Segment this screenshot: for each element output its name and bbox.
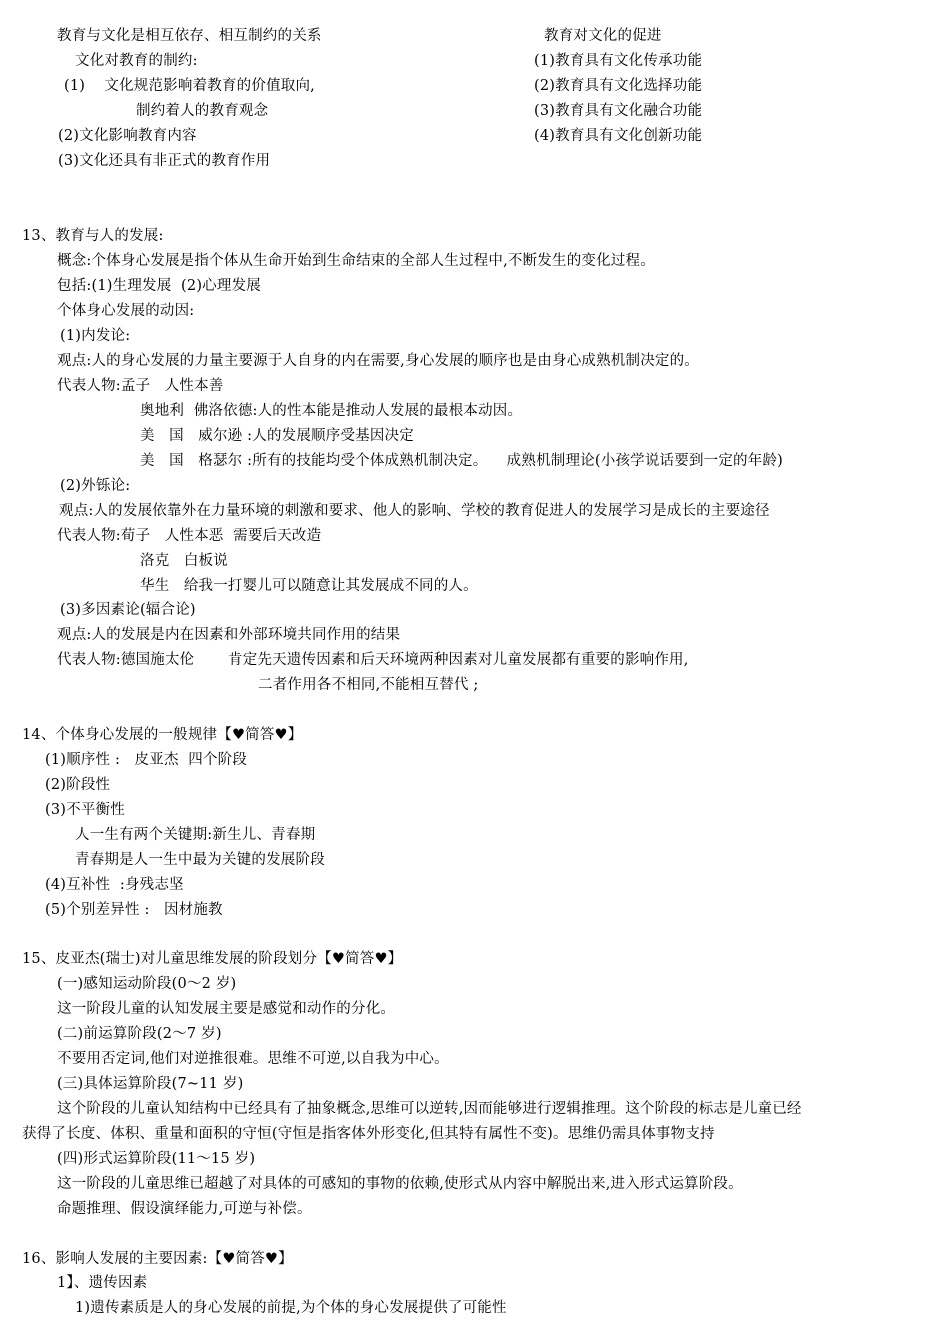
- s15-phase-1: (一)感知运动阶段(0～2 岁): [57, 976, 237, 992]
- s14-item-3a: 人一生有两个关键期:新生儿、青春期: [75, 827, 316, 843]
- s13-outer-rep-3: 华生 给我一打婴儿可以随意让其发展成不同的人。: [140, 578, 478, 594]
- s13-outer-rep: 代表人物:荀子 人性本恶 需要后天改造: [57, 528, 322, 544]
- s13-inner: (1)内发论:: [60, 328, 131, 344]
- s15-phase-3-desc: 这个阶段的儿童认知结构中已经具有了抽象概念,思维可以逆转,因而能够进行逻辑推理。这个阶段的标志是儿童已经: [57, 1101, 802, 1117]
- s13-motive: 个体身心发展的动因:: [57, 303, 195, 319]
- top-left-title: 教育与文化是相互依存、相互制约的关系: [57, 28, 322, 44]
- s14-item-4: (4)互补性 :身残志坚: [45, 877, 184, 893]
- s13-multi-rep: 代表人物:德国施太伦 肯定先天遗传因素和后天环境两种因素对儿童发展都有重要的影响作用,: [57, 652, 689, 668]
- s14-item-5: (5)个别差异性 : 因材施教: [45, 902, 223, 918]
- s14-item-3b: 青春期是人一生中最为关键的发展阶段: [75, 852, 325, 868]
- top-right-item-2: (2)教育具有文化选择功能: [534, 78, 703, 94]
- s15-phase-4-desc: 这一阶段的儿童思维已超越了对具体的可感知的事物的依赖,使形式从内容中解脱出来,进入形式运算阶段。: [57, 1176, 743, 1192]
- s13-inner-rep-4: 美 国 格瑟尔 :所有的技能均受个体成熟机制决定。 成熟机制理论(小孩学说话要到一定的年龄): [140, 453, 783, 469]
- s15-phase-2: (二)前运算阶段(2～7 岁): [57, 1026, 222, 1042]
- s13-outer-rep-2: 洛克 白板说: [140, 553, 228, 569]
- s16-item-1a: 1)遗传素质是人的身心发展的前提,为个体的身心发展提供了可能性: [75, 1300, 507, 1316]
- s14-item-2: (2)阶段性: [45, 777, 111, 793]
- s13-include: 包括:(1)生理发展 (2)心理发展: [57, 278, 261, 294]
- section-15-heading: 15、皮亚杰(瑞士)对儿童思维发展的阶段划分【♥简答♥】: [22, 951, 403, 967]
- top-right-item-1: (1)教育具有文化传承功能: [534, 53, 703, 69]
- top-left-item-3: (3)文化还具有非正式的教育作用: [58, 153, 271, 169]
- s13-inner-rep-2: 奥地利 佛洛依德:人的性本能是推动人发展的最根本动因。: [140, 403, 523, 419]
- s14-item-3: (3)不平衡性: [45, 802, 125, 818]
- s15-phase-1-desc: 这一阶段儿童的认知发展主要是感觉和动作的分化。: [57, 1001, 396, 1017]
- s15-phase-3: (三)具体运算阶段(7~11 岁): [57, 1076, 244, 1092]
- s13-multi: (3)多因素论(辐合论): [60, 602, 196, 618]
- s13-concept: 概念:个体身心发展是指个体从生命开始到生命结束的全部人生过程中,不断发生的变化过程。: [57, 253, 655, 269]
- top-left-item-1: (1) 文化规范影响着教育的价值取向,: [64, 78, 315, 94]
- s13-inner-view: 观点:人的身心发展的力量主要源于人自身的内在需要,身心发展的顺序也是由身心成熟机制决定的。: [57, 353, 699, 369]
- s15-phase-3-desc-2: 获得了长度、体积、重量和面积的守恒(守恒是指客体外形变化,但其特有属性不变)。思维仍需具体事物支持: [22, 1126, 715, 1142]
- s13-outer: (2)外铄论:: [60, 478, 131, 494]
- s14-item-1: (1)顺序性 : 皮亚杰 四个阶段: [45, 752, 248, 768]
- section-14-heading: 14、个体身心发展的一般规律【♥简答♥】: [22, 727, 303, 743]
- s15-phase-4: (四)形式运算阶段(11～15 岁): [57, 1151, 256, 1167]
- s13-multi-view: 观点:人的发展是内在因素和外部环境共同作用的结果: [57, 627, 401, 643]
- top-left-item-1b: 制约着人的教育观念: [136, 103, 269, 119]
- s13-multi-rep-2: 二者作用各不相同,不能相互替代 ;: [258, 677, 479, 693]
- s13-inner-rep-3: 美 国 威尔逊 :人的发展顺序受基因决定: [140, 428, 414, 444]
- section-16-heading: 16、影响人发展的主要因素:【♥简答♥】: [22, 1251, 293, 1267]
- s13-outer-view: 观点:人的发展依靠外在力量环境的刺激和要求、他人的影响、学校的教育促进人的发展学习是成长的主要途径: [59, 503, 770, 519]
- s15-phase-2-desc: 不要用否定词,他们对逆推很难。思维不可逆,以自我为中心。: [57, 1051, 449, 1067]
- top-left-subtitle: 文化对教育的制约:: [75, 53, 198, 69]
- top-right-item-4: (4)教育具有文化创新功能: [534, 128, 703, 144]
- top-right-title: 教育对文化的促进: [544, 28, 662, 44]
- section-13-heading: 13、教育与人的发展:: [22, 228, 164, 244]
- s15-phase-4-desc-2: 命题推理、假设演绎能力,可逆与补偿。: [57, 1201, 312, 1217]
- s13-inner-rep: 代表人物:孟子 人性本善: [57, 378, 224, 394]
- top-right-item-3: (3)教育具有文化融合功能: [534, 103, 703, 119]
- top-left-item-2: (2)文化影响教育内容: [58, 128, 197, 144]
- s16-item-1: 1】、遗传因素: [57, 1275, 148, 1291]
